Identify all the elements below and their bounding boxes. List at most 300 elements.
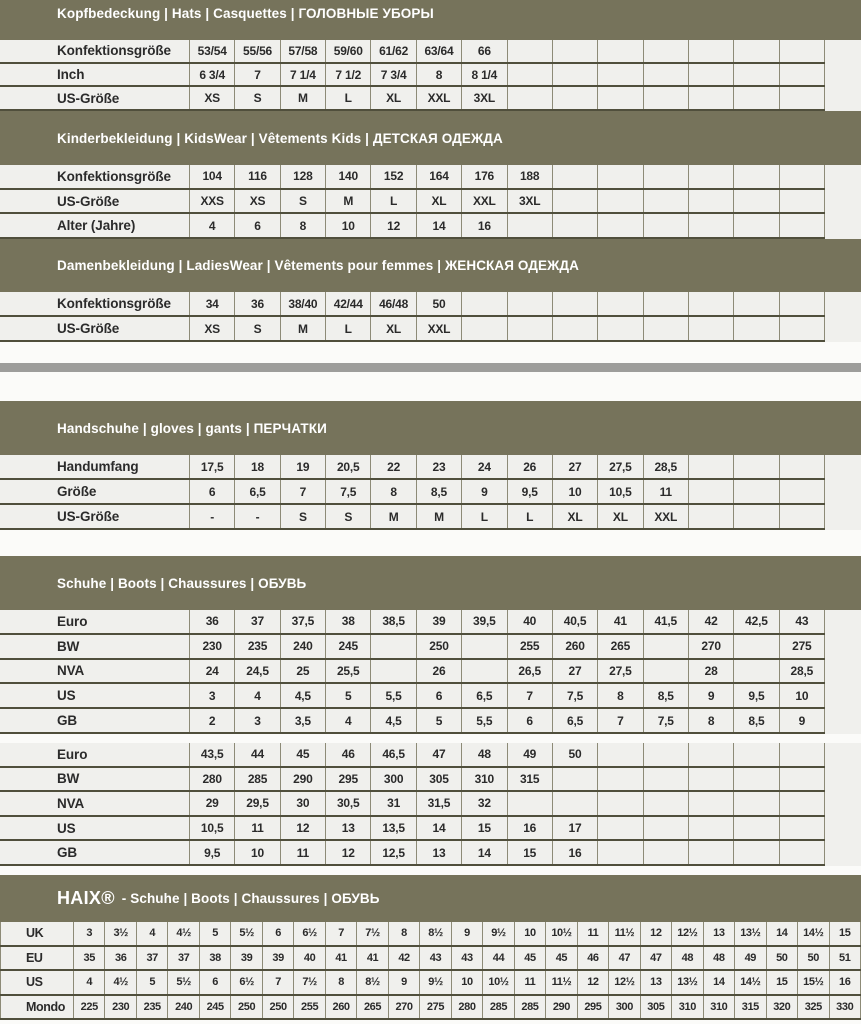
table-cell: XS — [190, 317, 235, 340]
table-cell — [734, 505, 779, 528]
table-cell: 49 — [735, 947, 766, 970]
table-cell: 10 — [326, 214, 371, 237]
table-cell — [644, 40, 689, 62]
table-cell: 240 — [281, 635, 326, 658]
section-title-haix: - Schuhe | Boots | Chaussures | ОБУВЬ — [121, 891, 380, 906]
table-cell: 45 — [281, 743, 326, 766]
table-cell: 15½ — [798, 971, 829, 994]
section-header-haix — [0, 875, 861, 922]
row-label: EU — [0, 947, 74, 970]
table-cell: 59/60 — [326, 40, 371, 62]
table-cell: 7 — [263, 971, 294, 994]
white-spacer — [0, 1020, 861, 1024]
haix-table-band — [0, 922, 861, 1020]
table-cell — [689, 190, 734, 213]
table-cell: 7 — [281, 480, 326, 503]
table-cell: 42 — [689, 610, 734, 633]
table-cell: 4 — [137, 922, 168, 945]
section-title-hats: Kopfbedeckung | Hats | Casquettes | ГОЛОВНЫЕ УБОРЫ — [57, 6, 434, 21]
table-cell — [780, 190, 825, 213]
table-cell: 25,5 — [326, 660, 371, 683]
table-cell — [780, 214, 825, 237]
table-cell: 11 — [578, 922, 609, 945]
shoes-table-block-1 — [0, 610, 825, 734]
table-cell — [553, 768, 598, 791]
table-cell: 9 — [780, 709, 825, 732]
table-cell: 330 — [830, 996, 861, 1019]
row-label: Euro — [0, 743, 190, 766]
table-cell: XL — [371, 317, 416, 340]
table-row — [0, 455, 825, 480]
table-cell: 240 — [168, 996, 199, 1019]
table-cell: 42/44 — [326, 292, 371, 315]
shoes-table-block-2 — [0, 743, 825, 866]
table-cell: 8 — [326, 971, 357, 994]
table-cell: 25 — [281, 660, 326, 683]
table-cell — [689, 505, 734, 528]
table-cell: L — [462, 505, 507, 528]
table-cell: 9 — [452, 922, 483, 945]
table-cell: 12 — [641, 922, 672, 945]
row-label: NVA — [0, 792, 190, 815]
table-cell — [462, 660, 507, 683]
table-cell — [689, 64, 734, 86]
table-cell: 12,5 — [371, 841, 416, 864]
table-cell: 20,5 — [326, 455, 371, 478]
section-title-ladies: Damenbekleidung | LadiesWear | Vêtements pour femmes | ЖЕНСКАЯ ОДЕЖДА — [57, 258, 580, 273]
table-cell: 43 — [452, 947, 483, 970]
table-cell — [462, 635, 507, 658]
table-cell: 8 — [598, 684, 643, 707]
table-cell — [780, 743, 825, 766]
table-cell: 39 — [231, 947, 262, 970]
table-cell: 53/54 — [190, 40, 235, 62]
table-cell: 315 — [508, 768, 553, 791]
table-cell: S — [235, 87, 280, 109]
table-cell: 7,5 — [644, 709, 689, 732]
table-cell: 9 — [462, 480, 507, 503]
section-header-kids — [0, 111, 861, 165]
table-cell: 280 — [452, 996, 483, 1019]
table-cell — [734, 190, 779, 213]
table-cell: 37 — [235, 610, 280, 633]
table-cell: L — [326, 317, 371, 340]
table-cell — [371, 660, 416, 683]
table-cell: 15 — [767, 971, 798, 994]
table-cell: 14 — [417, 214, 462, 237]
section-header-hats — [0, 0, 861, 40]
table-cell: 275 — [780, 635, 825, 658]
gloves-table — [0, 455, 825, 530]
table-cell — [598, 768, 643, 791]
table-cell — [780, 40, 825, 62]
table-cell: 265 — [357, 996, 388, 1019]
table-row — [0, 40, 825, 64]
table-cell — [780, 292, 825, 315]
section-title-gloves: Handschuhe | gloves | gants | ПЕРЧАТКИ — [57, 420, 327, 436]
table-cell: XXL — [644, 505, 689, 528]
table-cell — [644, 841, 689, 864]
table-cell: 9,5 — [190, 841, 235, 864]
table-cell: 10½ — [483, 971, 514, 994]
table-cell: 270 — [389, 996, 420, 1019]
table-cell: 8 — [281, 214, 326, 237]
section-header-gloves — [0, 401, 861, 455]
table-cell: 7,5 — [326, 480, 371, 503]
table-cell: 250 — [417, 635, 462, 658]
table-cell: 27,5 — [598, 455, 643, 478]
table-cell: 46/48 — [371, 292, 416, 315]
table-cell: 9 — [389, 971, 420, 994]
table-cell: 4,5 — [281, 684, 326, 707]
row-label: GB — [0, 841, 190, 864]
table-cell: 295 — [578, 996, 609, 1019]
table-cell — [598, 87, 643, 109]
table-cell: 8 — [371, 480, 416, 503]
table-cell: 14 — [767, 922, 798, 945]
table-cell: 11 — [644, 480, 689, 503]
table-cell: 305 — [641, 996, 672, 1019]
table-cell: 225 — [74, 996, 105, 1019]
table-cell: 40 — [294, 947, 325, 970]
table-cell: 6 — [417, 684, 462, 707]
table-row — [0, 610, 825, 635]
table-cell: 128 — [281, 165, 326, 188]
table-cell: 7 — [598, 709, 643, 732]
table-cell: 9½ — [420, 971, 451, 994]
row-label: UK — [0, 922, 74, 945]
row-label: Handumfang — [0, 455, 190, 478]
table-cell — [780, 64, 825, 86]
table-cell: 30 — [281, 792, 326, 815]
row-label: Euro — [0, 610, 190, 633]
table-cell: 47 — [641, 947, 672, 970]
table-cell: L — [371, 190, 416, 213]
table-cell: 7½ — [357, 922, 388, 945]
table-cell: 48 — [672, 947, 703, 970]
row-label: Alter (Jahre) — [0, 214, 190, 237]
table-cell: 10,5 — [190, 817, 235, 840]
table-cell: 6 — [190, 480, 235, 503]
kids-table — [0, 165, 825, 239]
table-cell: 10 — [235, 841, 280, 864]
row-label: Konfektionsgröße — [0, 165, 190, 188]
table-cell: 152 — [371, 165, 416, 188]
table-cell: 28 — [689, 660, 734, 683]
table-cell: 47 — [609, 947, 640, 970]
table-row — [0, 317, 825, 342]
table-cell: 48 — [462, 743, 507, 766]
table-cell: 42 — [389, 947, 420, 970]
table-row — [0, 87, 825, 111]
table-cell — [598, 64, 643, 86]
table-cell: 24 — [462, 455, 507, 478]
table-cell — [508, 214, 553, 237]
table-cell — [553, 87, 598, 109]
table-row — [0, 292, 825, 317]
gloves-table-band — [0, 455, 861, 530]
table-cell: 37 — [168, 947, 199, 970]
table-cell: 50 — [767, 947, 798, 970]
table-cell: 13½ — [735, 922, 766, 945]
haix-table — [0, 922, 861, 1020]
table-cell — [508, 87, 553, 109]
table-cell — [553, 292, 598, 315]
section-title-kids: Kinderbekleidung | KidsWear | Vêtements Kids | ДЕТСКАЯ ОДЕЖДА — [57, 130, 503, 146]
table-cell: XL — [553, 505, 598, 528]
table-cell: 13,5 — [371, 817, 416, 840]
table-cell: 47 — [417, 743, 462, 766]
table-cell: 7 1/4 — [281, 64, 326, 86]
table-cell: 13 — [704, 922, 735, 945]
table-cell — [734, 792, 779, 815]
table-cell: 7,5 — [553, 684, 598, 707]
table-cell: 13 — [417, 841, 462, 864]
table-cell: 275 — [420, 996, 451, 1019]
table-cell — [734, 635, 779, 658]
table-cell: 31 — [371, 792, 416, 815]
table-cell: 255 — [294, 996, 325, 1019]
table-row — [0, 841, 825, 866]
table-cell: 16 — [462, 214, 507, 237]
table-cell: 7 1/2 — [326, 64, 371, 86]
table-cell: 16 — [830, 971, 861, 994]
table-cell — [689, 841, 734, 864]
table-cell — [644, 743, 689, 766]
table-cell: 7 3/4 — [371, 64, 416, 86]
section-title-shoes: Schuhe | Boots | Chaussures | ОБУВЬ — [57, 575, 307, 591]
table-cell — [780, 165, 825, 188]
table-cell — [644, 768, 689, 791]
table-cell: 285 — [235, 768, 280, 791]
table-cell — [689, 792, 734, 815]
table-cell: 38/40 — [281, 292, 326, 315]
table-cell: XXL — [462, 190, 507, 213]
table-cell — [780, 505, 825, 528]
row-label: GB — [0, 709, 190, 732]
row-label: US-Größe — [0, 190, 190, 213]
table-cell: 14 — [462, 841, 507, 864]
table-cell: 36 — [105, 947, 136, 970]
table-row — [0, 505, 825, 530]
table-cell: - — [235, 505, 280, 528]
table-cell: L — [326, 87, 371, 109]
table-cell: 230 — [105, 996, 136, 1019]
table-cell — [553, 190, 598, 213]
ladies-table — [0, 292, 825, 342]
table-cell: XXL — [417, 87, 462, 109]
table-cell — [689, 292, 734, 315]
table-cell: 11 — [235, 817, 280, 840]
table-cell: 40 — [508, 610, 553, 633]
table-row — [0, 660, 825, 685]
table-cell: 12½ — [609, 971, 640, 994]
table-cell: 13½ — [672, 971, 703, 994]
table-cell: 28,5 — [644, 455, 689, 478]
table-cell: 34 — [190, 292, 235, 315]
table-cell: 8 1/4 — [462, 64, 507, 86]
table-cell: 8,5 — [734, 709, 779, 732]
table-cell: 14 — [417, 817, 462, 840]
table-cell — [734, 817, 779, 840]
table-cell: 6,5 — [235, 480, 280, 503]
table-cell: 8 — [689, 709, 734, 732]
table-cell: 3 — [74, 922, 105, 945]
table-cell: 255 — [508, 635, 553, 658]
table-cell — [689, 165, 734, 188]
table-cell: 50 — [417, 292, 462, 315]
table-cell: XS — [190, 87, 235, 109]
table-cell: 285 — [483, 996, 514, 1019]
table-cell: 4 — [326, 709, 371, 732]
table-row — [0, 214, 825, 239]
table-cell: 245 — [200, 996, 231, 1019]
table-cell: 45 — [546, 947, 577, 970]
table-cell: 295 — [326, 768, 371, 791]
table-cell: 45 — [515, 947, 546, 970]
table-cell — [644, 635, 689, 658]
table-cell: 310 — [704, 996, 735, 1019]
table-cell: 3,5 — [281, 709, 326, 732]
table-cell: 10 — [553, 480, 598, 503]
table-row — [0, 709, 825, 734]
table-cell: 5 — [200, 922, 231, 945]
table-cell: 13 — [641, 971, 672, 994]
table-cell: 10½ — [546, 922, 577, 945]
table-cell: M — [281, 317, 326, 340]
table-cell — [598, 190, 643, 213]
row-label: NVA — [0, 660, 190, 683]
table-cell — [780, 480, 825, 503]
section-header-ladies — [0, 239, 861, 292]
table-cell: 6½ — [294, 922, 325, 945]
table-cell: 13 — [326, 817, 371, 840]
table-cell: 16 — [553, 841, 598, 864]
table-cell: 285 — [515, 996, 546, 1019]
table-cell: 7 — [235, 64, 280, 86]
table-cell: 17 — [553, 817, 598, 840]
table-cell — [689, 214, 734, 237]
shoes-table-band — [0, 610, 861, 866]
table-cell: 7½ — [294, 971, 325, 994]
hats-table — [0, 40, 825, 111]
table-cell: 6 3/4 — [190, 64, 235, 86]
table-cell: 310 — [672, 996, 703, 1019]
table-cell: 10 — [780, 684, 825, 707]
table-cell: 66 — [462, 40, 507, 62]
table-cell: 23 — [417, 455, 462, 478]
table-cell: 164 — [417, 165, 462, 188]
table-cell: S — [281, 190, 326, 213]
table-cell: 2 — [190, 709, 235, 732]
table-cell — [689, 768, 734, 791]
table-cell: 36 — [235, 292, 280, 315]
table-cell: 11 — [281, 841, 326, 864]
table-cell — [734, 214, 779, 237]
table-cell: 48 — [704, 947, 735, 970]
table-cell: 41 — [357, 947, 388, 970]
table-cell: 41 — [326, 947, 357, 970]
table-cell — [734, 292, 779, 315]
table-cell — [598, 792, 643, 815]
table-cell: 235 — [137, 996, 168, 1019]
table-cell — [553, 317, 598, 340]
table-cell — [598, 743, 643, 766]
table-cell: XL — [371, 87, 416, 109]
table-cell: 38,5 — [371, 610, 416, 633]
row-label: Inch — [0, 64, 190, 86]
table-cell: 57/58 — [281, 40, 326, 62]
table-cell — [553, 40, 598, 62]
table-cell: 39 — [263, 947, 294, 970]
table-cell: 290 — [281, 768, 326, 791]
table-cell: M — [326, 190, 371, 213]
table-cell: 260 — [553, 635, 598, 658]
table-cell: 38 — [326, 610, 371, 633]
table-cell — [780, 455, 825, 478]
table-cell: 35 — [74, 947, 105, 970]
table-cell: 315 — [735, 996, 766, 1019]
table-cell: 3 — [190, 684, 235, 707]
table-cell: 250 — [231, 996, 262, 1019]
table-cell: 300 — [609, 996, 640, 1019]
table-cell: 3½ — [105, 922, 136, 945]
table-cell: 5½ — [168, 971, 199, 994]
table-cell — [734, 841, 779, 864]
table-cell: 27,5 — [598, 660, 643, 683]
table-cell: 43 — [780, 610, 825, 633]
table-cell: 6 — [508, 709, 553, 732]
table-cell: S — [326, 505, 371, 528]
ladies-table-band — [0, 292, 861, 342]
table-cell: 8 — [389, 922, 420, 945]
table-cell — [644, 660, 689, 683]
table-row — [0, 635, 825, 660]
table-cell: 26 — [417, 660, 462, 683]
table-cell: XS — [235, 190, 280, 213]
table-row — [0, 996, 861, 1021]
table-row — [0, 684, 825, 709]
table-cell: 305 — [417, 768, 462, 791]
table-cell — [780, 317, 825, 340]
row-label: Konfektionsgröße — [0, 292, 190, 315]
table-cell: 270 — [689, 635, 734, 658]
table-cell: XXL — [417, 317, 462, 340]
table-cell: M — [281, 87, 326, 109]
table-cell: 36 — [190, 610, 235, 633]
table-cell — [508, 292, 553, 315]
row-label: Mondo — [0, 996, 74, 1019]
table-row — [0, 64, 825, 88]
table-cell — [780, 841, 825, 864]
table-cell: 41 — [598, 610, 643, 633]
table-cell: 50 — [553, 743, 598, 766]
table-cell: 104 — [190, 165, 235, 188]
table-cell — [734, 480, 779, 503]
table-cell: 116 — [235, 165, 280, 188]
table-cell: L — [508, 505, 553, 528]
table-cell — [734, 455, 779, 478]
table-cell: 5,5 — [462, 709, 507, 732]
table-cell: 44 — [235, 743, 280, 766]
table-cell: 10 — [515, 922, 546, 945]
white-spacer — [0, 866, 861, 875]
table-cell — [508, 317, 553, 340]
table-cell: 4,5 — [371, 709, 416, 732]
white-spacer — [0, 530, 861, 556]
table-cell — [598, 292, 643, 315]
table-cell: 9½ — [483, 922, 514, 945]
